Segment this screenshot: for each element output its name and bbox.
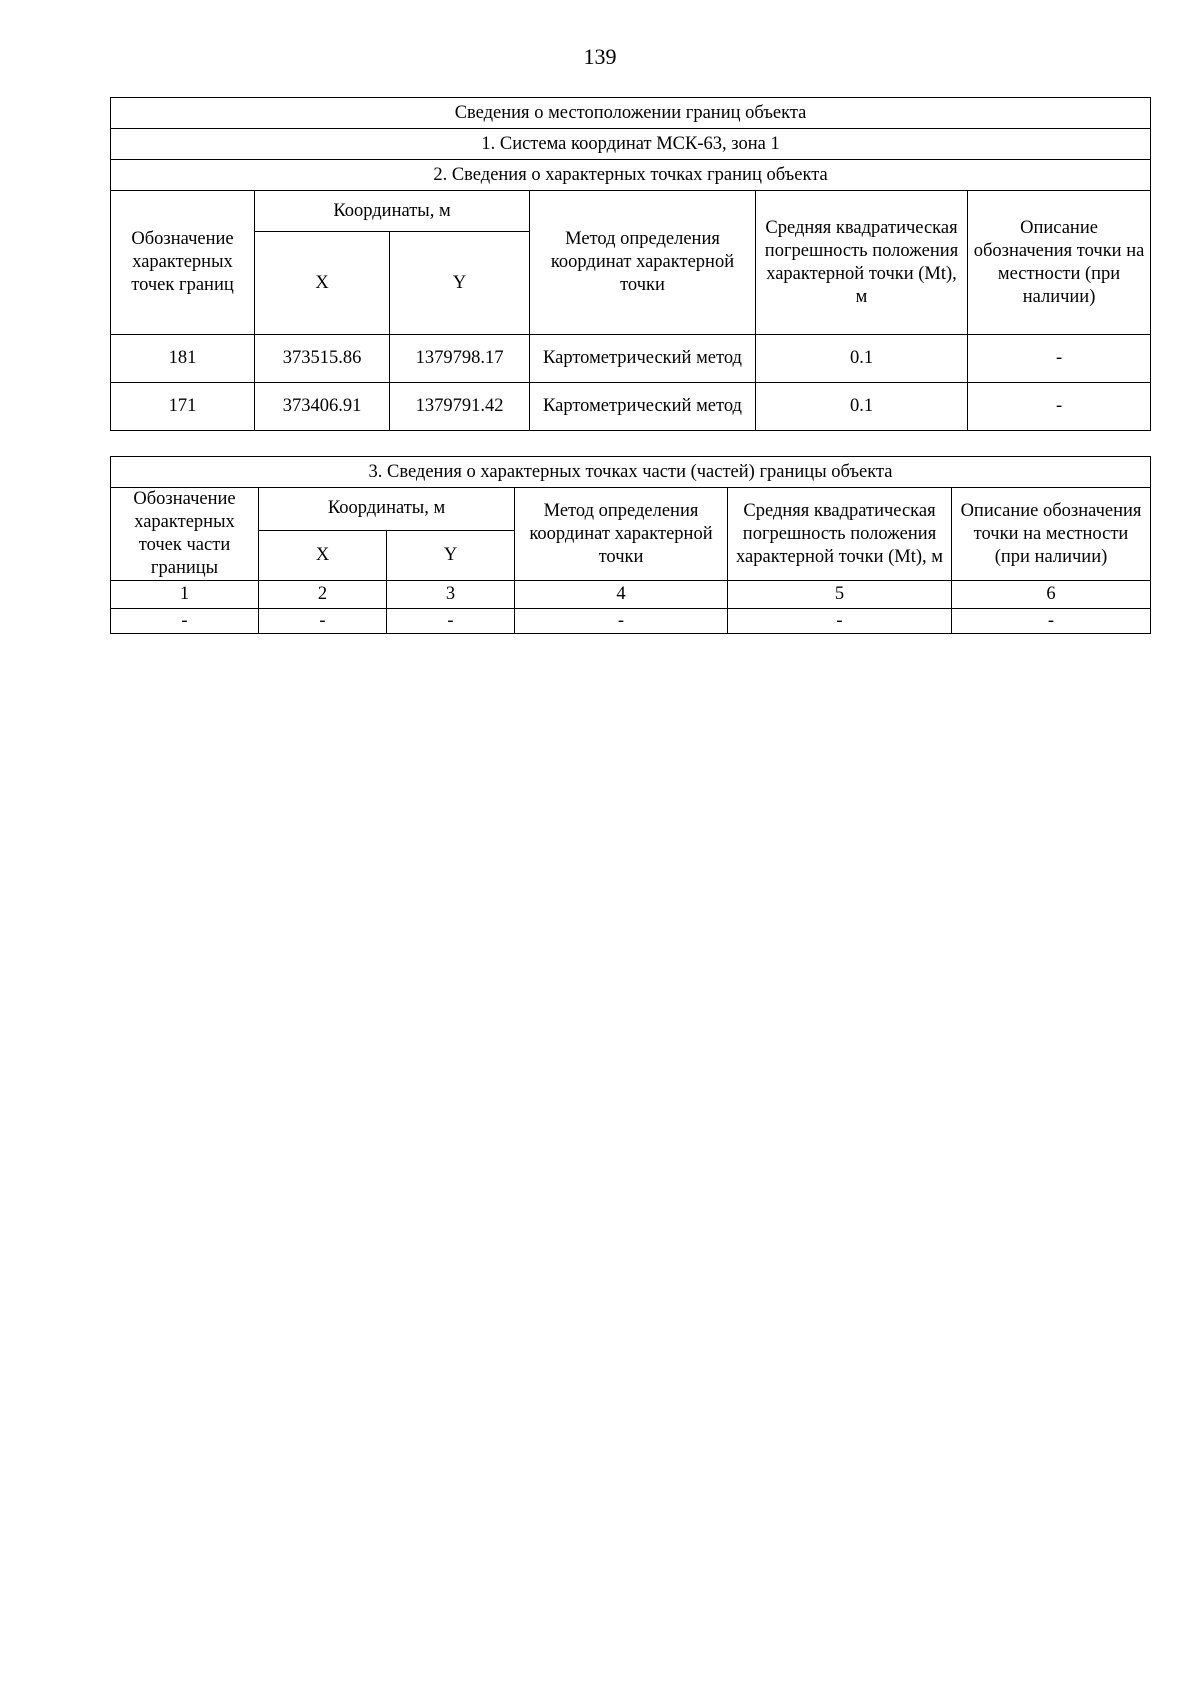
header-method: Метод определения координат характерной точки — [530, 191, 756, 335]
table-title: Сведения о местоположении границ объекта — [111, 98, 1151, 129]
cell-point: 171 — [111, 383, 255, 431]
section-title: 2. Сведения о характерных точках границ объекта — [111, 160, 1151, 191]
cell-point: 181 — [111, 335, 255, 383]
column-number: 2 — [259, 581, 387, 609]
cell-x: 373515.86 — [255, 335, 390, 383]
header-x: X — [255, 232, 390, 335]
coordinate-system: 1. Система координат МСК-63, зона 1 — [111, 129, 1151, 160]
column-number: 1 — [111, 581, 259, 609]
header-coordinates: Координаты, м — [255, 191, 530, 232]
boundary-points-table — [110, 97, 1151, 431]
column-number: 4 — [515, 581, 728, 609]
cell-error: 0.1 — [756, 335, 968, 383]
cell-x: 373406.91 — [255, 383, 390, 431]
cell-x: - — [259, 609, 387, 634]
page-number: 139 — [583, 44, 617, 69]
header-x: X — [259, 530, 387, 580]
header-y: Y — [390, 232, 530, 335]
cell-error: 0.1 — [756, 383, 968, 431]
cell-y: - — [387, 609, 515, 634]
cell-description: - — [968, 335, 1151, 383]
column-numbers-row — [111, 581, 1151, 609]
table-row — [111, 609, 1151, 634]
column-number: 3 — [387, 581, 515, 609]
header-coordinates: Координаты, м — [259, 488, 515, 531]
column-number: 5 — [728, 581, 952, 609]
cell-method: - — [515, 609, 728, 634]
cell-error: - — [728, 609, 952, 634]
header-error: Средняя квадратическая погрешность положения характерной точки (Mt), м — [756, 191, 968, 335]
table-row — [111, 335, 1151, 383]
column-number: 6 — [952, 581, 1151, 609]
cell-method: Картометрический метод — [530, 383, 756, 431]
cell-y: 1379791.42 — [390, 383, 530, 431]
cell-point: - — [111, 609, 259, 634]
header-method: Метод определения координат характерной точки — [515, 488, 728, 581]
header-description: Описание обозначения точки на местности (при наличии) — [968, 191, 1151, 335]
cell-description: - — [952, 609, 1151, 634]
boundary-part-points-table — [110, 456, 1151, 634]
cell-method: Картометрический метод — [530, 335, 756, 383]
header-y: Y — [387, 530, 515, 580]
header-description: Описание обозначения точки на местности (при наличии) — [952, 488, 1151, 581]
table-row — [111, 383, 1151, 431]
header-error: Средняя квадратическая погрешность положения характерной точки (Mt), м — [728, 488, 952, 581]
cell-description: - — [968, 383, 1151, 431]
cell-y: 1379798.17 — [390, 335, 530, 383]
header-point: Обозначение характерных точек границ — [111, 191, 255, 335]
section-title: 3. Сведения о характерных точках части (частей) границы объекта — [111, 457, 1151, 488]
header-point: Обозначение характерных точек части границы — [111, 488, 259, 581]
